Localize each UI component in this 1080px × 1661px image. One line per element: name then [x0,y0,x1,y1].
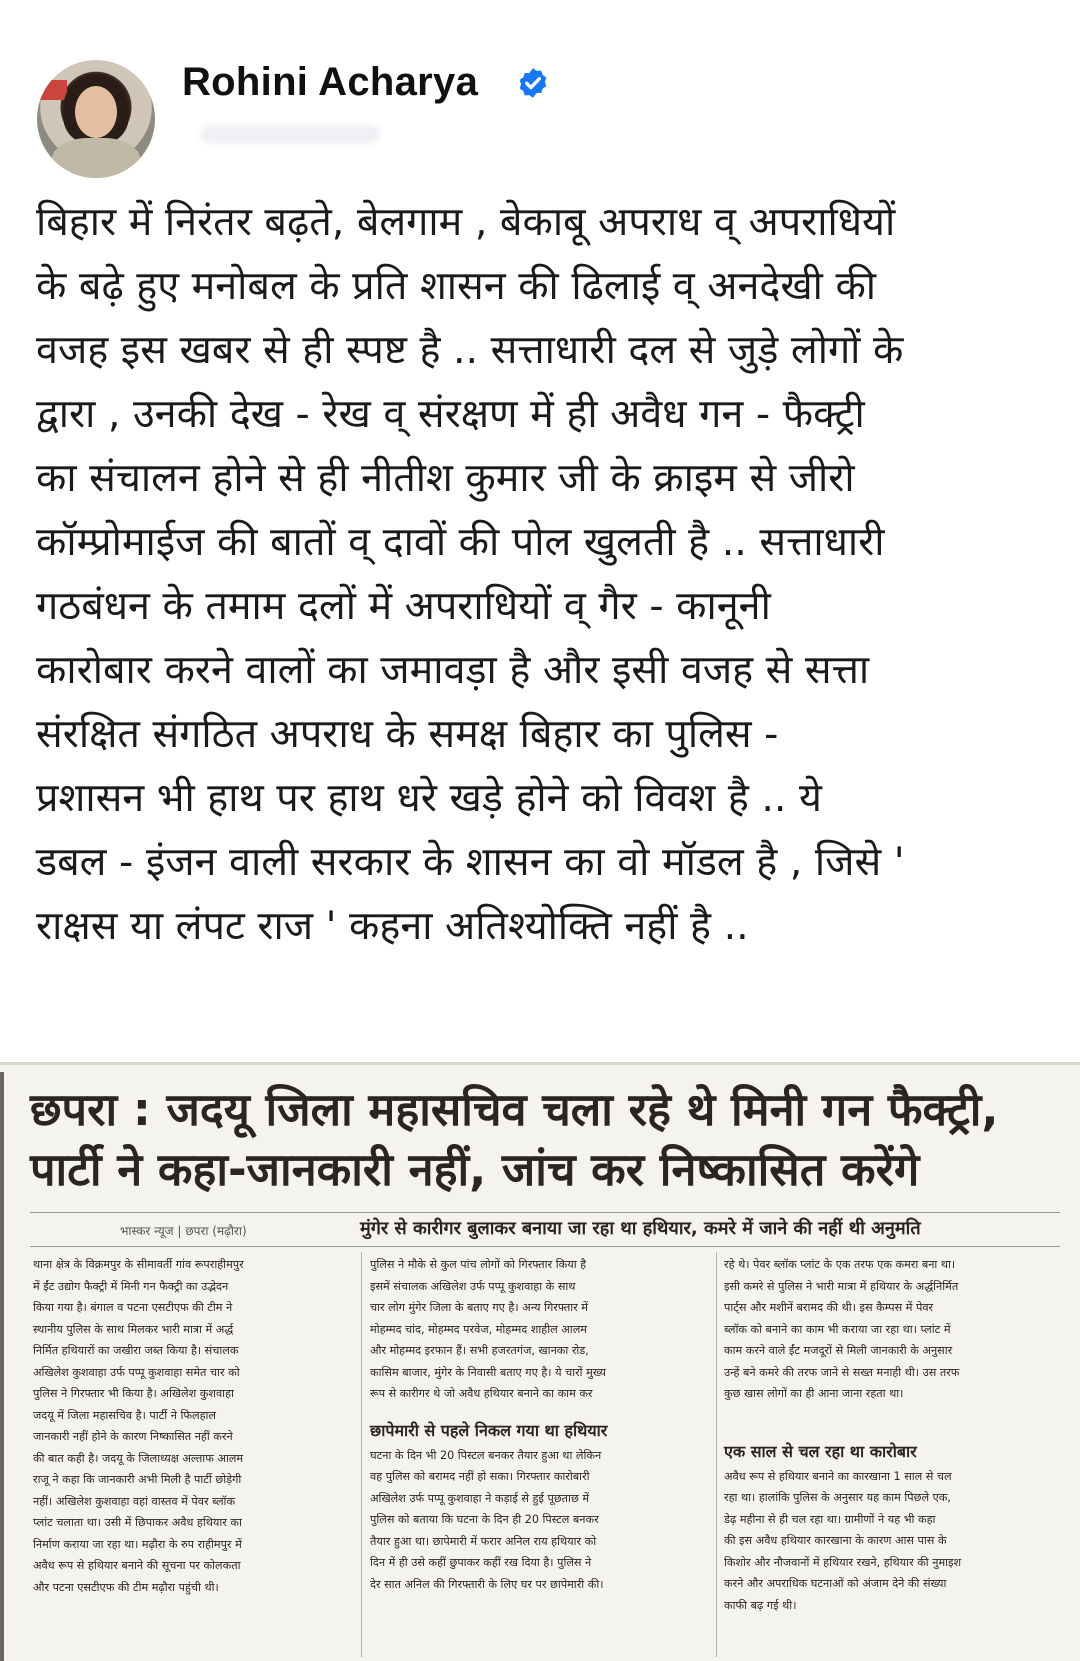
column-line: रूप से कारीगर थे जो अवैध हथियार बनाने का काम कर [370,1387,593,1400]
column-line: निर्माण कराया जा रहा था। मढ़ौरा के रुप राहीमपुर में [33,1537,242,1551]
column-line: किया गया है। बंगाल व पटना एसटीएफ की टीम ने [33,1301,233,1314]
column-line: निर्मित हथियारों का जखीरा जब्त किया है। संचालक [33,1344,239,1357]
column-line: प्लांट चलाता था। उसी में छिपाकर अवैध हथियार का [33,1516,242,1529]
column-line: नहीं। अखिलेश कुशवाहा वहां वास्तव में पेवर ब्लॉक [33,1494,236,1508]
headline-line: पार्टी ने कहा-जानकारी नहीं, जांच कर निष्कासित करेंगे [30,1143,920,1196]
column-line: की इस अवैध हथियार कारखाना के कारण आस पास के [724,1534,947,1547]
blurred-subtitle [200,125,380,143]
column-line: अखिलेश उर्फ पप्पू कुशवाहा ने कड़ाई से हुई पूछताछ में [370,1491,590,1505]
avatar-background-sign [39,80,67,100]
column-line: इसी कमरे से पुलिस ने भारी मात्रा में हथियार के अर्द्धनिर्मित [724,1279,959,1293]
column-line: और पटना एसटीएफ की टीम मढ़ौरा पहुंची थी। [33,1580,219,1594]
post-line: राक्षस या लंपट राज ' कहना अतिश्योक्ति नहीं है .. [36,903,749,949]
post-line: बिहार में निरंतर बढ़ते, बेलगाम , बेकाबू अपराध व् अपराधियों [36,199,896,245]
column-line: मोहम्मद चांद, मोहम्मद परवेज, मोहम्मद शाहील आलम [370,1322,587,1336]
column-line: जानकारी नहीं होने के कारण निष्कासित नहीं करने [33,1430,233,1443]
clipping-byline: भास्कर न्यूज | छपरा (मढ़ौरा) [120,1224,247,1238]
column-divider [716,1252,717,1657]
clipping-headline [30,1080,1070,1200]
column-line: पुलिस को बताया कि घटना के दिन ही 20 पिस्टल बनकर [370,1513,599,1526]
column-line: स्थानीय पुलिस के साथ मिलकर भारी मात्रा में अर्द्ध [33,1322,234,1336]
column-line: अखिलेश कुशवाहा उर्फ पप्पू कुशवाहा समेत चार को [33,1365,240,1379]
column-line: दिन में ही उसे कहीं छुपाकर कहीं रख दिया है। पुलिस ने [370,1556,592,1569]
post-line: द्वारा , उनकी देख - रेख व् संरक्षण में ही अवैध गन - फैक्ट्री [36,391,865,437]
column-line: करने और अपराधिक घटनाओं को अंजाम देने की संख्या [724,1577,947,1590]
column-line: पुलिस ने गिरफ्तार भी किया है। अखिलेश कुशवाहा [33,1387,234,1400]
column-line: कासिम बाजार, मुंगेर के निवासी बताए गए है। ये चारों मुख्य [370,1365,606,1379]
column-line: किशोर और नौजवानों में हथियार रखने, हथियार की नुमाइश [724,1555,962,1569]
verified-badge-icon [516,66,550,100]
column-line: रहे थे। पेवर ब्लॉक प्लांट के एक तरफ एक कमरा बना था। [724,1258,956,1271]
post-line: के बढ़े हुए मनोबल के प्रति शासन की ढिलाई व् अनदेखी की [36,263,877,309]
post-line: कॉम्प्रोमाईज की बातों व् दावों की पोल खुलती है .. सत्ताधारी [36,519,885,565]
post-header [0,0,1080,170]
column-line: वह पुलिस को बरामद नहीं हो सका। गिरफ्तार कारोबारी [370,1470,590,1483]
clipping-column-2 [370,1254,708,1595]
column-line: उन्हें बने कमरे की तरफ जाने से सख्त मनाही थी। उस तरफ [724,1365,960,1379]
author-name[interactable]: Rohini Acharya [182,60,479,104]
post-line: प्रशासन भी हाथ पर हाथ धरे खड़े होने को विवश है .. ये [36,775,822,821]
clipping-column-1 [33,1254,351,1598]
clipping-sub-headline: मुंगेर से कारीगर बुलाकर बनाया जा रहा था हथियार, कमरे में जाने की नहीं थी अनुमति [360,1218,921,1239]
column-line: काम करने वाले ईंट मजदूरों से मिली जानकारी के अनुसार [724,1344,953,1357]
avatar-face [75,86,117,138]
clipping-column-3 [724,1254,1060,1616]
avatar-body [51,138,141,178]
avatar[interactable] [37,60,155,178]
column-line: पुलिस ने मौके से कुल पांच लोगों को गिरफ्तार किया है [370,1258,587,1271]
column-divider [361,1252,362,1657]
sub-headline-rule [30,1246,1060,1247]
clipping-edge [0,1072,4,1661]
column-line: राजू ने कहा कि जानकारी अभी मिली है पार्टी छोड़ेगी [33,1473,242,1486]
column-line: में ईंट उद्योग फैक्ट्री में मिनी गन फैक्ट्री का उद्भेदन [33,1279,229,1293]
headline-rule [30,1212,1060,1213]
column-line: रहा था। हालांकि पुलिस के अनुसार यह काम पिछले एक, [724,1491,951,1504]
newspaper-clipping-image[interactable] [0,1062,1080,1661]
column-line: डेढ़ महीना से ही चल रहा था। ग्रामीणों ने यह भी कहा [724,1512,936,1526]
column-line: अवैध रूप से हथियार बनाने की सूचना पर कोलकता [33,1559,241,1572]
column-subheading: छापेमारी से पहले निकल गया था हथियार [370,1420,608,1440]
post-text [36,190,1056,958]
column-line: तैयार हुआ था। छापेमारी में फरार अनिल राय हथियार को [370,1534,597,1548]
column-line: पार्ट्स और मशीनें बरामद की थी। इस कैम्पस में पेवर [724,1301,934,1314]
headline-line: छपरा : जदयू जिला महासचिव चला रहे थे मिनी गन फैक्ट्री, [30,1083,999,1136]
post-line: डबल - इंजन वाली सरकार के शासन का वो मॉडल है , जिसे ' [36,839,905,885]
column-line: और मोहम्मद इरफान हैं। सभी हजरतगंज, खानका रोड, [370,1344,589,1357]
post-line: गठबंधन के तमाम दलों में अपराधियों व् गैर - कानूनी [36,583,771,629]
column-subheading: एक साल से चल रहा था कारोबार [724,1441,917,1461]
column-line: चार लोग मुंगेर जिला के बताए गए है। अन्य गिरफ्तार में [370,1301,588,1314]
column-line: इसमें संचालक अखिलेश उर्फ पप्पू कुशवाहा के साथ [370,1279,576,1293]
column-line: की बात कही है। जदयू के जिलाध्यक्ष अल्ताफ आलम [33,1451,244,1465]
column-line: काफी बढ़ गई थी। [724,1598,797,1612]
column-line: कुछ खास लोगों का ही आना जाना रहता था। [724,1387,904,1400]
post-line: वजह इस खबर से ही स्पष्ट है .. सत्ताधारी दल से जुड़े लोगों के [36,327,904,373]
column-line: थाना क्षेत्र के विक्रमपुर के सीमावर्ती गांव रूपराहीमपुर [33,1258,244,1271]
post-line: का संचालन होने से ही नीतीश कुमार जी के क्राइम से जीरो [36,455,855,501]
column-line: जदयू में जिला महासचिव है। पार्टी ने फिलहाल [33,1408,217,1422]
column-line: देर सात अनिल की गिरफ्तारी के लिए घर पर छापेमारी की। [370,1577,604,1591]
post-line: कारोबार करने वालों का जमावड़ा है और इसी वजह से सत्ता [36,647,870,693]
clipping-top-rule [0,1062,1080,1065]
column-line: अवैध रूप से हथियार बनाने का कारखाना 1 साल से चल [724,1469,952,1483]
column-line: ब्लॉक को बनाने का काम भी कराया जा रहा था। प्लांट में [724,1322,951,1336]
post-line: संरक्षित संगठित अपराध के समक्ष बिहार का पुलिस - [36,711,779,757]
column-line: घटना के दिन भी 20 पिस्टल बनकर तैयार हुआ था लेकिन [370,1448,602,1462]
